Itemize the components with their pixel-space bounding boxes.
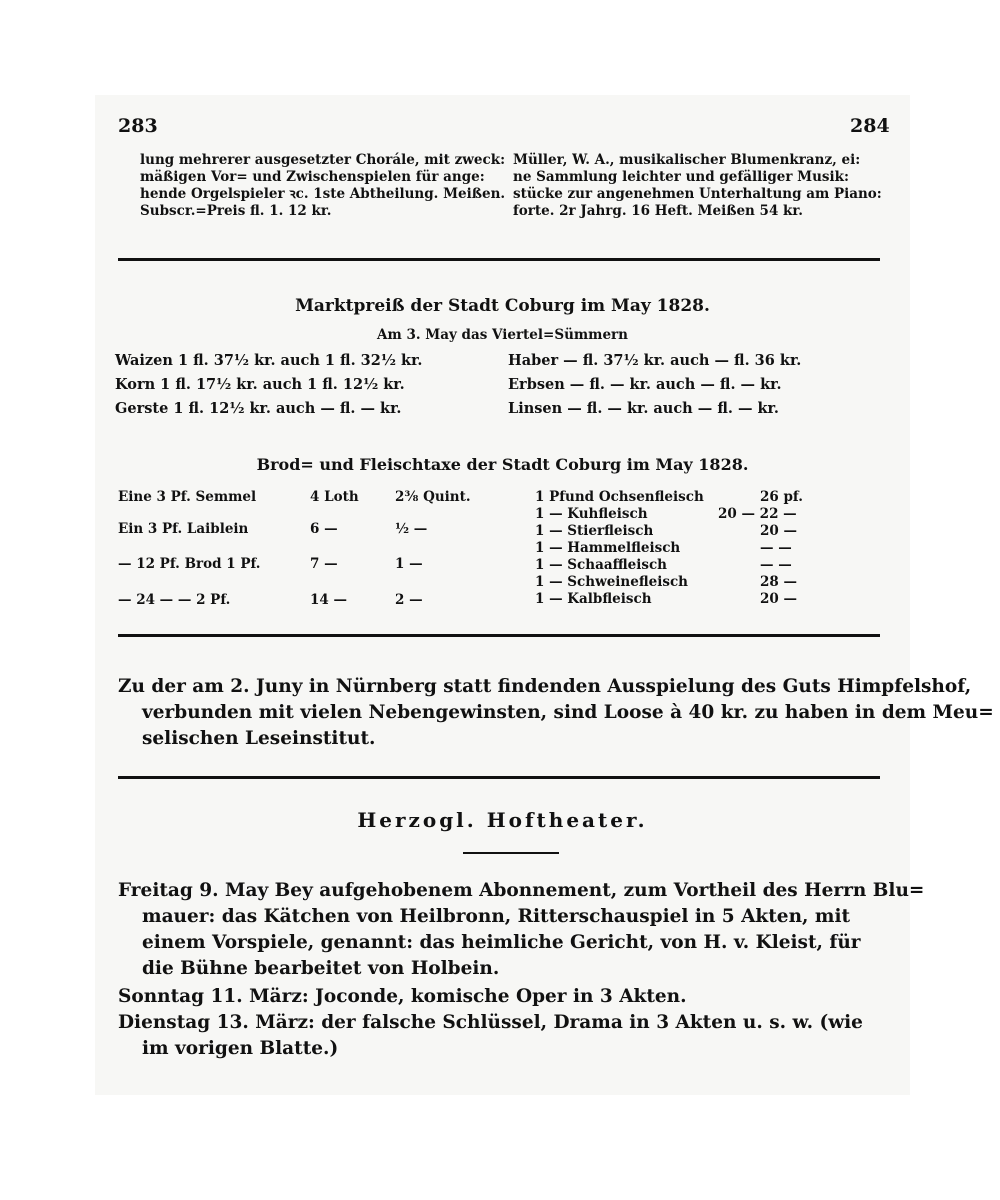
market-row-right: Linsen — fl. — kr. auch — fl. — kr.	[508, 400, 779, 417]
bread-item: — 12 Pf. Brod 1 Pf.	[118, 556, 261, 572]
theater-line: die Bühne bearbeitet von Holbein.	[142, 958, 500, 979]
notice-line: selischen Leseinstitut.	[142, 728, 376, 749]
market-title: Marktpreiß der Stadt Coburg im May 1828.	[295, 296, 710, 316]
meat-price: 20 — 22 —	[718, 506, 797, 522]
market-row-right: Erbsen — fl. — kr. auch — fl. — kr.	[508, 376, 782, 393]
divider-rule	[118, 258, 880, 261]
bread-amount: 4 Loth	[310, 489, 359, 505]
top-right-line: Müller, W. A., musikalischer Blumenkranz, ei:	[513, 152, 861, 168]
notice-line: verbunden mit vielen Nebengewinsten, sind Loose à 40 kr. zu haben in dem Meu=	[142, 702, 994, 723]
top-right-line: ne Sammlung leichter und gefälliger Musik:	[513, 169, 849, 185]
meat-label: 1 — Kuhfleisch	[535, 506, 648, 522]
page-number-right: 284	[850, 115, 890, 137]
page-number-left: 283	[118, 115, 158, 137]
theater-line: Dienstag 13. März: der falsche Schlüssel, Drama in 3 Akten u. s. w. (wie	[118, 1012, 863, 1033]
meat-price: 28 —	[760, 574, 797, 590]
meat-price: 20 —	[760, 523, 797, 539]
meat-price: — —	[760, 557, 792, 573]
meat-label: 1 — Schweinefleisch	[535, 574, 688, 590]
theater-line: Sonntag 11. März: Joconde, komische Oper in 3 Akten.	[118, 986, 687, 1007]
bread-amount: 6 —	[310, 521, 338, 537]
meat-label: 1 Pfund Ochsenfleisch	[535, 489, 704, 505]
market-row-left: Waizen 1 fl. 37½ kr. auch 1 fl. 32½ kr.	[115, 352, 423, 369]
top-left-line: Subscr.=Preis fl. 1. 12 kr.	[140, 203, 332, 219]
notice-line: Zu der am 2. Juny in Nürnberg statt findenden Ausspielung des Guts Himpfelshof,	[118, 676, 972, 697]
market-row-left: Gerste 1 fl. 12½ kr. auch — fl. — kr.	[115, 400, 402, 417]
theater-line: einem Vorspiele, genannt: das heimliche Gericht, von H. v. Kleist, für	[142, 932, 861, 953]
meat-price: — —	[760, 540, 792, 556]
top-left-column	[140, 152, 505, 220]
meat-price: 26 pf.	[760, 489, 803, 505]
meat-label: 1 — Schaaffleisch	[535, 557, 668, 573]
top-right-column	[513, 152, 882, 220]
top-left-line: mäßigen Vor= und Zwischenspielen für ange:	[140, 169, 485, 185]
bread-amount: 14 —	[310, 592, 347, 608]
meat-label: 1 — Stierfleisch	[535, 523, 654, 539]
divider-rule	[118, 776, 880, 779]
top-right-line: stücke zur angenehmen Unterhaltung am Piano:	[513, 186, 882, 202]
theater-line: im vorigen Blatte.)	[142, 1038, 339, 1059]
market-subtitle: Am 3. May das Viertel=Sümmern	[377, 327, 628, 343]
meat-label: 1 — Hammelfleisch	[535, 540, 681, 556]
market-row-right: Haber — fl. 37½ kr. auch — fl. 36 kr.	[508, 352, 802, 369]
top-left-line: hende Orgelspieler ꝛc. 1ste Abtheilung. Meißen.	[140, 186, 506, 202]
short-rule	[463, 852, 559, 854]
bread-amount: 2⅜ Quint.	[395, 489, 471, 505]
bread-amount: 7 —	[310, 556, 338, 572]
bread-amount: 2 —	[395, 592, 423, 608]
bread-item: Eine 3 Pf. Semmel	[118, 489, 257, 505]
theater-title: Herzogl. Hoftheater.	[357, 808, 648, 832]
bread-item: Ein 3 Pf. Laiblein	[118, 521, 249, 537]
divider-rule	[118, 634, 880, 637]
meat-price: 20 —	[760, 591, 797, 607]
bread-amount: ½ —	[395, 521, 428, 537]
top-right-line: forte. 2r Jahrg. 16 Heft. Meißen 54 kr.	[513, 203, 803, 219]
market-row-left: Korn 1 fl. 17½ kr. auch 1 fl. 12½ kr.	[115, 376, 405, 393]
bread-item: — 24 — — 2 Pf.	[118, 592, 231, 608]
top-left-line: lung mehrerer ausgesetzter Chorále, mit zweck:	[140, 152, 506, 168]
bread-amount: 1 —	[395, 556, 423, 572]
meat-label: 1 — Kalbfleisch	[535, 591, 652, 607]
theater-line: mauer: das Kätchen von Heilbronn, Ritterschauspiel in 5 Akten, mit	[142, 906, 851, 927]
bread-title: Brod= und Fleischtaxe der Stadt Coburg im May 1828.	[256, 455, 749, 474]
theater-line: Freitag 9. May Bey aufgehobenem Abonnement, zum Vortheil des Herrn Blu=	[118, 880, 925, 901]
